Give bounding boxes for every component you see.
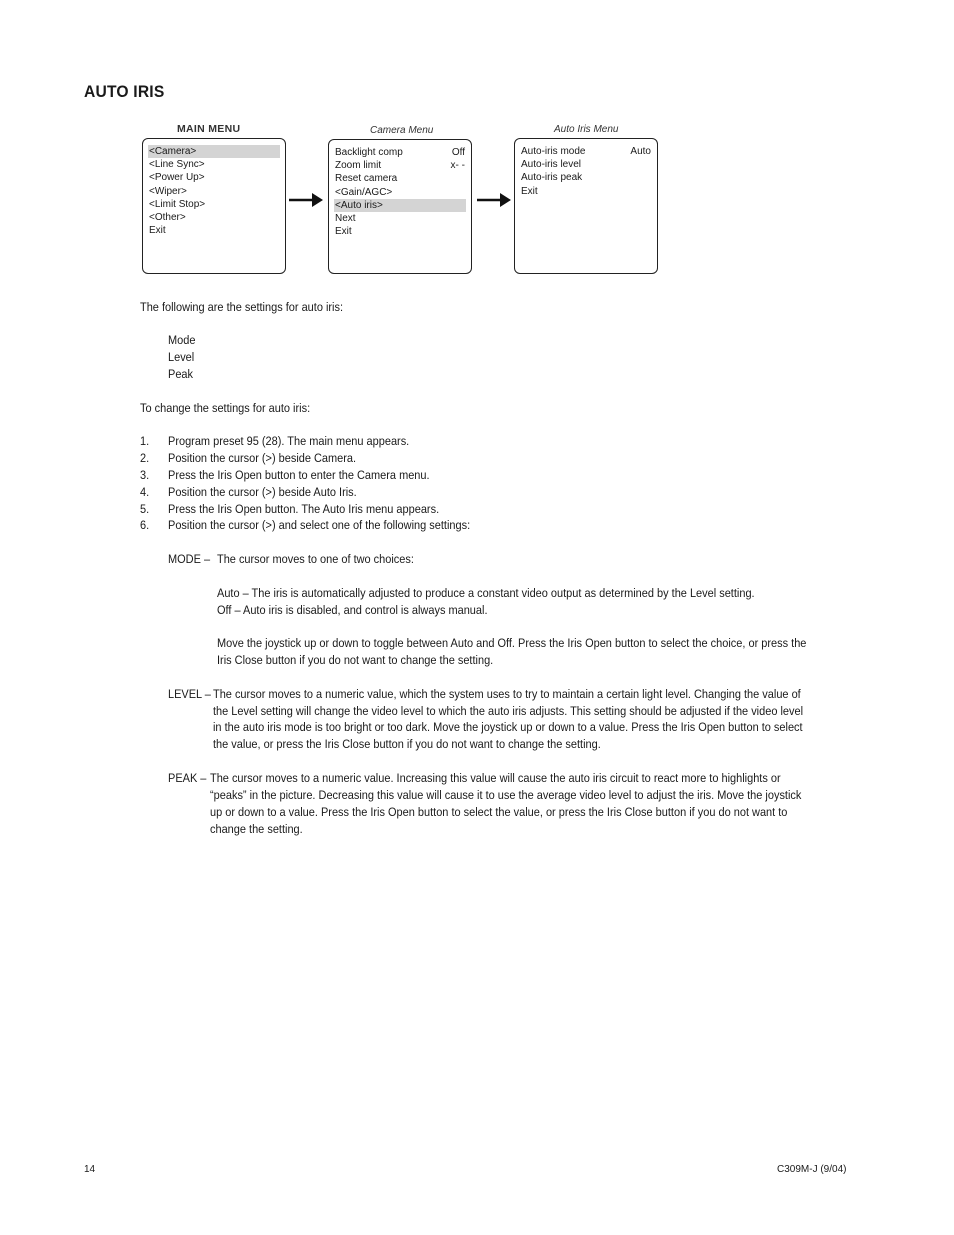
menu-item-label: <Camera> — [149, 146, 197, 157]
step-text: Press the Iris Open button to enter the Camera menu. — [168, 468, 430, 482]
menu-item-value: Auto — [630, 146, 651, 157]
auto-iris-menu-box — [514, 138, 658, 274]
step-text: Position the cursor (>) and select one of the following settings: — [168, 518, 471, 532]
menu-item — [334, 199, 466, 212]
menu-item-label: Exit — [149, 225, 166, 237]
menu-item — [334, 159, 466, 172]
step-text: Press the Iris Open button. The Auto Iris menu appears. — [168, 502, 440, 516]
document-code: C309M-J (9/04) — [777, 1164, 847, 1175]
menu-item-label: <Power Up> — [149, 172, 205, 184]
step-number: 3. — [140, 468, 150, 482]
menu-item-label: <Gain/AGC> — [335, 186, 393, 198]
menu-item-label: Next — [335, 213, 356, 224]
menu-item — [148, 158, 280, 171]
menu-item — [334, 225, 466, 238]
step-number: 1. — [140, 434, 150, 448]
menu-item-label: Backlight comp — [335, 147, 403, 158]
peak-description-line: The cursor moves to a numeric value. Increasing this value will cause the auto iris circuit to react more to highlights or — [210, 771, 781, 785]
menu-item-value: x- - — [450, 160, 465, 172]
page-title: AUTO IRIS — [84, 82, 165, 101]
arrow-right-icon — [476, 192, 512, 208]
menu-item-label: Reset camera — [335, 173, 398, 185]
level-description-line: The cursor moves to a numeric value, which the system uses to try to maintain a certain light level. Changing the value of — [213, 687, 801, 701]
menu-item — [520, 185, 652, 198]
menu-item — [148, 224, 280, 237]
menu-item-label: <Wiper> — [149, 185, 187, 197]
menu-item — [148, 145, 280, 158]
main-menu-box — [142, 138, 286, 274]
peak-description-line: up or down to a value. Press the Iris Open button to select the value, or press the Iris Close button if you do not want to — [210, 805, 788, 819]
menu-item-label: Exit — [335, 226, 352, 238]
step-number: 2. — [140, 451, 150, 465]
setting-item-level: Level — [168, 350, 195, 364]
change-intro-text: To change the settings for auto iris: — [140, 401, 311, 415]
intro-text: The following are the settings for auto iris: — [140, 300, 344, 314]
menu-item — [520, 145, 652, 158]
arrow-right-icon — [288, 192, 324, 208]
auto-iris-menu-caption: Auto Iris Menu — [554, 124, 619, 135]
camera-menu-caption: Camera Menu — [370, 125, 434, 136]
step-text: Program preset 95 (28). The main menu appears. — [168, 434, 410, 448]
mode-term: MODE – — [168, 552, 211, 566]
mode-instruction-line: Move the joystick up or down to toggle between Auto and Off. Press the Iris Open button to select the choice, or press the — [217, 636, 807, 650]
step-number: 6. — [140, 518, 150, 532]
menu-item — [148, 211, 280, 224]
step-number: 4. — [140, 485, 150, 499]
level-description-line: the value, or press the Iris Close button if you do not want to change the setting. — [213, 737, 601, 751]
page-number: 14 — [84, 1164, 96, 1175]
menu-item-label: Exit — [521, 185, 538, 197]
step-text: Position the cursor (>) beside Auto Iris. — [168, 485, 357, 499]
step-text: Position the cursor (>) beside Camera. — [168, 451, 357, 465]
camera-menu-box — [328, 139, 472, 274]
menu-item — [148, 198, 280, 211]
menu-item-label: <Other> — [149, 212, 186, 223]
main-menu-caption: MAIN MENU — [177, 123, 241, 135]
menu-item — [334, 172, 466, 185]
mode-auto-option: Auto – The iris is automatically adjusted to produce a constant video output as determined by the Level setting. — [217, 586, 755, 600]
menu-item-label: Auto-iris peak — [521, 172, 583, 184]
peak-term: PEAK – — [168, 771, 207, 785]
menu-item-value: Off — [451, 147, 465, 158]
mode-description: The cursor moves to one of two choices: — [217, 552, 414, 566]
menu-item — [520, 158, 652, 171]
menu-item — [148, 171, 280, 184]
menu-item-label: <Line Sync> — [149, 159, 205, 171]
mode-off-option: Off – Auto iris is disabled, and control is always manual. — [217, 603, 488, 617]
menu-item-label: Auto-iris level — [521, 159, 582, 171]
menu-item — [334, 212, 466, 225]
level-description-line: in the auto iris mode is too bright or too dark. Move the joystick up or down to a value. Press the Iris Open button to select — [213, 720, 803, 734]
menu-item — [334, 146, 466, 159]
menu-item-label: Zoom limit — [335, 160, 382, 172]
peak-description-line: “peaks” in the picture. Decreasing this value will cause it to use the average video level to adjust the iris. Move the joystick — [210, 788, 802, 802]
menu-item-label: <Limit Stop> — [149, 198, 206, 210]
menu-item-label: Auto-iris mode — [521, 146, 586, 157]
menu-item — [520, 171, 652, 184]
menu-item — [148, 185, 280, 198]
setting-item-mode: Mode — [168, 333, 196, 347]
level-term: LEVEL – — [168, 687, 211, 701]
level-description-line: the Level setting will change the video level to which the auto iris adjusts. This setting should be adjusted if the video level — [213, 704, 804, 718]
menu-item-label: <Auto iris> — [335, 199, 383, 211]
step-number: 5. — [140, 502, 150, 516]
mode-instruction-line: Iris Close button if you do not want to change the setting. — [217, 653, 494, 667]
peak-description-line: change the setting. — [210, 822, 303, 836]
menu-item — [334, 186, 466, 199]
setting-item-peak: Peak — [168, 367, 194, 381]
